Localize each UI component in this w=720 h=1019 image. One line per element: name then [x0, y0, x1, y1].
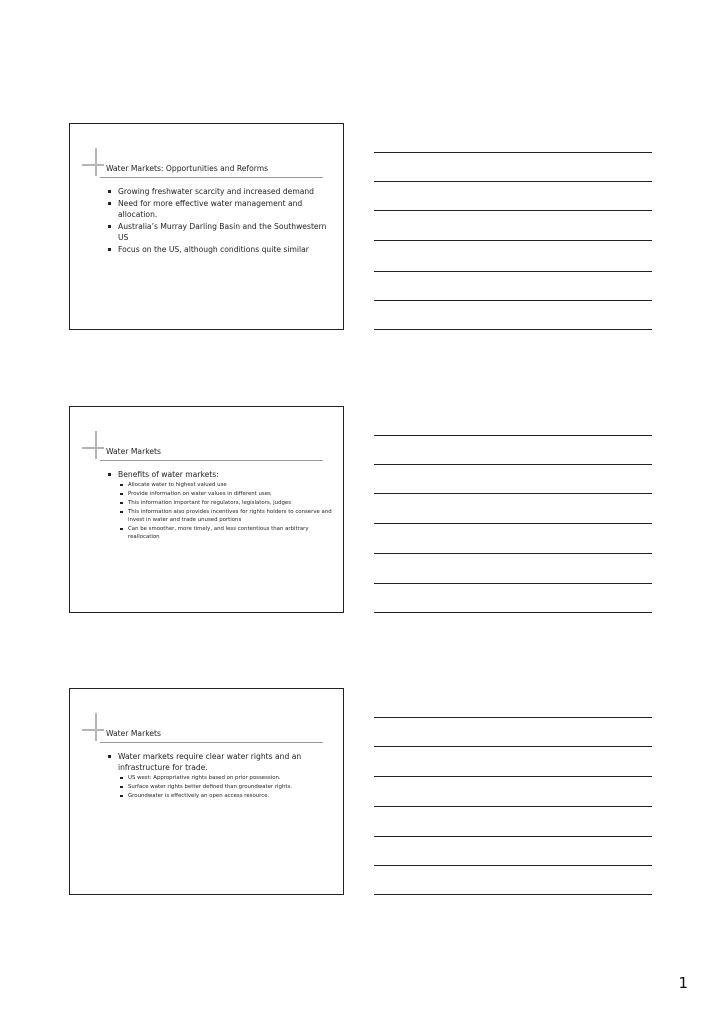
note-line	[374, 181, 652, 182]
note-line	[374, 806, 652, 807]
bullet-item: Focus on the US, although conditions quite similar	[108, 244, 333, 255]
sub-bullet-item: Surface water rights better defined than groundwater rights.	[120, 783, 333, 791]
note-line	[374, 583, 652, 584]
square-bullet-icon	[120, 786, 123, 789]
slide-decoration	[82, 164, 104, 166]
slide-title: Water Markets	[106, 447, 161, 456]
square-bullet-icon	[120, 795, 123, 798]
square-bullet-icon	[120, 484, 123, 487]
sub-bullet-list	[118, 481, 333, 541]
sub-bullet-item: This information also provides incentives for rights holders to conserve and invest in water and trade unused portions	[120, 508, 333, 524]
title-rule	[100, 460, 323, 461]
note-line	[374, 553, 652, 554]
square-bullet-icon	[120, 528, 123, 531]
note-line	[374, 271, 652, 272]
bullet-item: Need for more effective water management and allocation.	[108, 198, 333, 220]
slide-title: Water Markets: Opportunities and Reforms	[106, 164, 269, 173]
sub-bullet-item: US west: Appropriative rights based on prior possession.	[120, 774, 333, 782]
bullet-item: Benefits of water markets: Allocate water to highest valued use Provide information on water values in different uses This information important for regulators, legislators, judges This information also provides incentives for rights holders to conserve and invest in water and trade unused portions Can be smoother, more timely, and less contentious than arbitrary reallocation	[108, 469, 333, 541]
sub-bullet-item: Can be smoother, more timely, and less contentious than arbitrary reallocation	[120, 525, 333, 541]
slide-3	[69, 688, 344, 895]
slide-decoration	[95, 713, 97, 741]
bullet-item: Australia’s Murray Darling Basin and the Southwestern US	[108, 221, 333, 243]
note-line	[374, 717, 652, 718]
page-number: 1	[678, 974, 688, 992]
note-line	[374, 464, 652, 465]
note-line	[374, 836, 652, 837]
note-line	[374, 894, 652, 895]
sub-bullet-item: Groundwater is effectively an open access resource.	[120, 792, 333, 800]
note-line	[374, 300, 652, 301]
note-line	[374, 612, 652, 613]
note-line	[374, 746, 652, 747]
note-line	[374, 210, 652, 211]
bullet-item: Growing freshwater scarcity and increased demand	[108, 186, 333, 197]
square-bullet-icon	[108, 202, 111, 205]
note-line	[374, 435, 652, 436]
slide-2	[69, 406, 344, 613]
bullet-list	[108, 469, 333, 542]
slide-decoration	[95, 148, 97, 176]
note-line	[374, 240, 652, 241]
bullet-list	[108, 751, 333, 801]
square-bullet-icon	[120, 511, 123, 514]
sub-bullet-item: Allocate water to highest valued use	[120, 481, 333, 489]
sub-bullet-item: This information important for regulators, legislators, judges	[120, 499, 333, 507]
title-rule	[100, 742, 323, 743]
square-bullet-icon	[120, 502, 123, 505]
note-line	[374, 329, 652, 330]
slide-decoration	[95, 431, 97, 459]
slide-1	[69, 123, 344, 330]
square-bullet-icon	[120, 493, 123, 496]
square-bullet-icon	[108, 190, 111, 193]
bullet-item: Water markets require clear water rights and an infrastructure for trade. US west: Appropriative rights based on prior possession. Surface water rights better defined than groundwater rights. Groundwater is effectively an open access resource.	[108, 751, 333, 800]
slide-decoration	[82, 729, 104, 731]
note-line	[374, 865, 652, 866]
bullet-list	[108, 186, 333, 256]
slide-title: Water Markets	[106, 729, 161, 738]
note-line	[374, 523, 652, 524]
sub-bullet-item: Provide information on water values in different uses	[120, 490, 333, 498]
square-bullet-icon	[120, 777, 123, 780]
square-bullet-icon	[108, 473, 111, 476]
note-line	[374, 152, 652, 153]
note-line	[374, 493, 652, 494]
slide-decoration	[82, 447, 104, 449]
title-rule	[100, 177, 323, 178]
square-bullet-icon	[108, 755, 111, 758]
sub-bullet-list	[118, 774, 333, 800]
note-line	[374, 776, 652, 777]
square-bullet-icon	[108, 248, 111, 251]
square-bullet-icon	[108, 225, 111, 228]
